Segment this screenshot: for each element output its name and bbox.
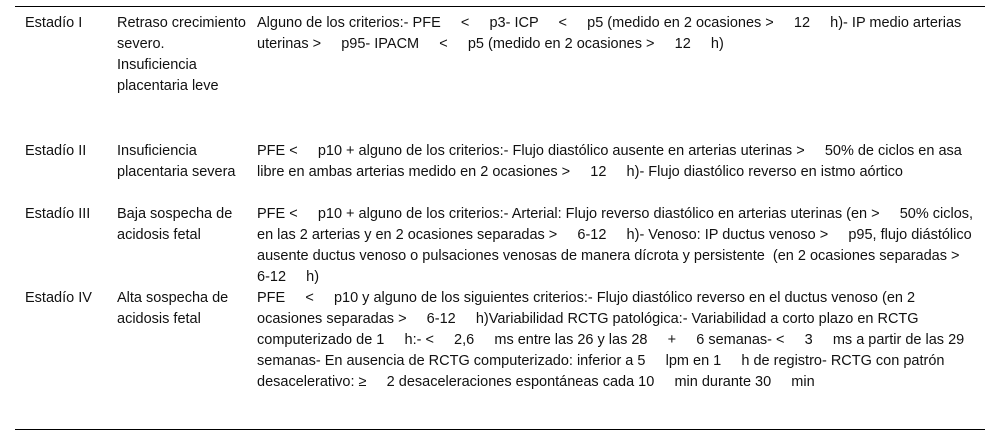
diagnosis-cell: Alta sospecha de acidosis fetal (117, 290, 229, 327)
table-row (15, 13, 985, 141)
diagnosis-cell: Baja sospecha de acidosis fetal (117, 206, 233, 243)
table-row (15, 204, 985, 288)
stage-cell: Estadío IV (25, 290, 92, 306)
table-top-rule (15, 6, 985, 7)
stage-cell: Estadío II (25, 143, 87, 159)
criteria-cell: PFE < p10 y alguno de los siguientes criterios:- Flujo diastólico reverso en el ductus venoso (en 2 ocasiones separadas > 6-12 h)Variabilidad RCTG patológica:- Variabilidad a corto plazo en RCTG computerizado de 1 h:- < 2,6 ms entre las 26 y las 28 + 6 semanas- < 3 ms a partir de las 29 semanas- En ausencia de RCTG computerizado: inferior a 5 lpm en 1 h de registro- RCTG con patrón desacelerativo: ≥ 2 desaceleraciones espontáneas cada 10 min durante 30 min (257, 290, 969, 390)
stage-cell: Estadío III (25, 206, 91, 222)
criteria-cell: PFE < p10 + alguno de los criterios:- Flujo diastólico ausente en arterias uterinas > 50% de ciclos en asa libre en ambas arterias medido en 2 ocasiones > 12 h)- Flujo diastólico reverso en istmo aórtico (257, 143, 966, 180)
table-row (15, 141, 985, 204)
diagnosis-cell: Insuficiencia placentaria severa (117, 143, 236, 180)
staging-table (15, 13, 985, 414)
criteria-cell: PFE < p10 + alguno de los criterios:- Arterial: Flujo reverso diastólico en arterias uterinas (en > 50% ciclos, en las 2 arterias y en 2 ocasiones separadas > 6-12 h)- Venoso: IP ductus venoso > p95, flujo diástólico ausente ductus venoso o pulsaciones venosas de manera dícrota y persistente (en 2 ocasiones separadas > 6-12 h) (257, 206, 980, 285)
diagnosis-cell: Retraso crecimiento severo. Insuficiencia placentaria leve (117, 15, 246, 94)
table-bottom-rule (15, 429, 985, 430)
stage-cell: Estadío I (25, 15, 83, 31)
table-row (15, 288, 985, 414)
criteria-cell: Alguno de los criterios:- PFE < p3- ICP < p5 (medido en 2 ocasiones > 12 h)- IP medio arterias uterinas > p95- IPACM < p5 (medido en 2 ocasiones > 12 h) (257, 15, 966, 52)
